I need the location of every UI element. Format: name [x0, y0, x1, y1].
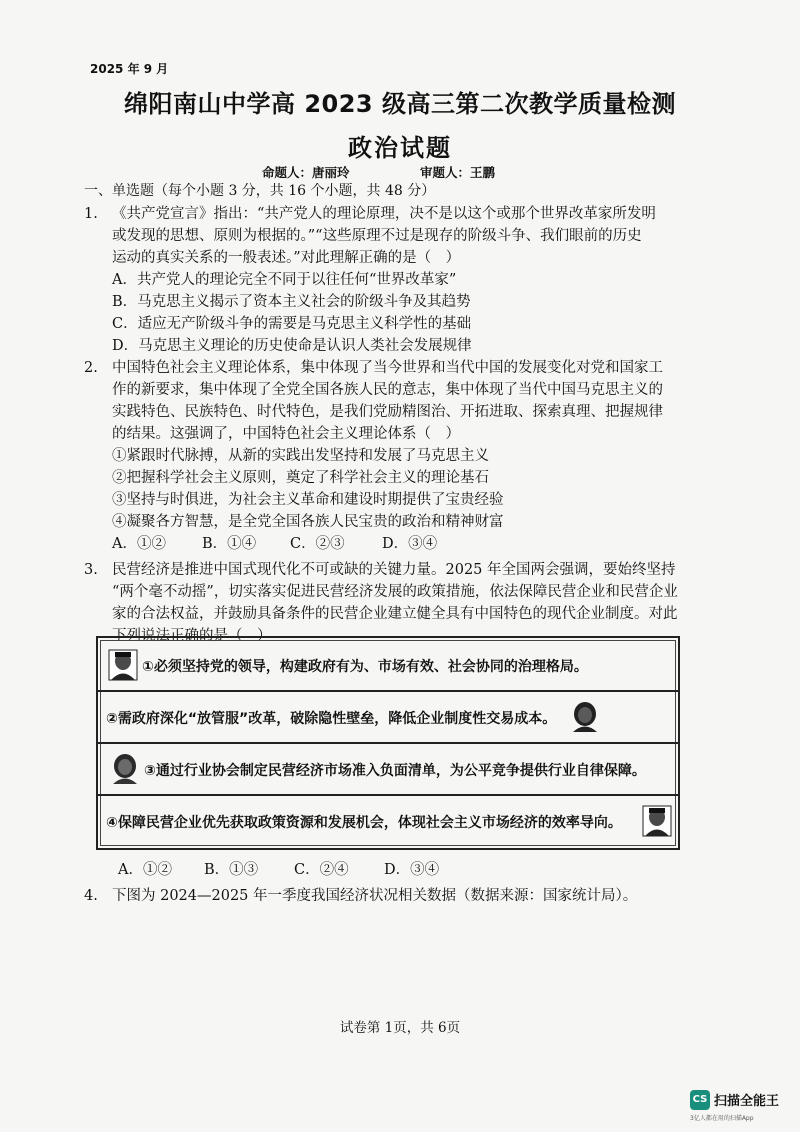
question-2-line: 中国特色社会主义理论体系，集中体现了当今世界和当代中国的发展变化对党和国家工: [112, 360, 663, 376]
question-4-text: 下图为 2024—2025 年一季度我国经济状况相关数据（数据来源：国家统计局）。: [112, 888, 638, 904]
question-3-line: 下列说法正确的是（ ）: [112, 628, 272, 644]
question-1-option-b[interactable]: B．马克思主义揭示了资本主义社会的阶级斗争及其趋势: [112, 294, 471, 310]
question-1-option-a[interactable]: A．共产党人的理论完全不同于以往任何“世界改革家”: [112, 272, 457, 288]
exam-title: 绵阳南山中学高 2023 级高三第二次教学质量检测: [123, 90, 676, 118]
section-heading: 一、单选题（每个小题 3 分，共 16 个小题，共 48 分）: [84, 183, 436, 199]
question-2-choice-d[interactable]: D．③④: [382, 536, 438, 552]
camscanner-tagline: 3亿人都在用的扫描App: [690, 1115, 754, 1122]
question-2-choice-a[interactable]: A．①②: [112, 536, 166, 552]
question-2-statement-3: ③坚持与时俱进，为社会主义革命和建设时期提供了宝贵经验: [112, 492, 504, 508]
camscanner-name: 扫描全能王: [714, 1094, 780, 1109]
question-2-choice-b[interactable]: B．①④: [202, 536, 257, 552]
statement-2-text: ②需政府深化“放管服”改革，破除隐性壁垒，降低企业制度性交易成本。: [106, 711, 557, 727]
statement-panel-2: [98, 692, 678, 742]
exam-date: 2025 年 9 月: [90, 62, 169, 76]
question-3-line: 民营经济是推进中国式现代化不可或缺的关键力量。2025 年全国两会强调，要始终坚持: [112, 562, 676, 578]
question-1-option-d[interactable]: D．马克思主义理论的历史使命是认识人类社会发展规律: [112, 338, 472, 354]
statement-panel-4: [98, 796, 678, 848]
question-2-statement-2: ②把握科学社会主义原则，奠定了科学社会主义的理论基石: [112, 470, 489, 486]
question-1-number: 1.: [84, 206, 98, 222]
question-1-line: 或发现的思想、原则为根据的。”“这些原理不过是现存的阶级斗争、我们眼前的历史: [112, 228, 642, 244]
question-3-statement-box: [96, 636, 680, 850]
statement-4-text: ④保障民营企业优先获取政策资源和发展机会，体现社会主义市场经济的效率导向。: [106, 815, 622, 831]
author: 命题人：唐丽玲: [262, 165, 350, 180]
question-3-line: “两个毫不动摇”，切实落实促进民营经济发展的政策措施，依法保障民营企业和民营企业: [112, 584, 678, 600]
question-3-choice-c[interactable]: C．②④: [294, 862, 349, 878]
question-3-line: 家的合法权益，并鼓励具备条件的民营企业建立健全具有中国特色的现代企业制度。对此: [112, 606, 678, 622]
reviewer: 审题人：王鹏: [420, 165, 496, 180]
camscanner-logo-icon: CS: [690, 1090, 710, 1110]
question-3-number: 3.: [84, 562, 98, 578]
question-2-line: 实践特色、民族特色、时代特色，是我们党励精图治、开拓进取、探索真理、把握规律: [112, 404, 663, 420]
question-1-option-c[interactable]: C．适应无产阶级斗争的需要是马克思主义科学性的基础: [112, 316, 472, 332]
question-2-statement-1: ①紧跟时代脉搏，从新的实践出发坚持和发展了马克思主义: [112, 448, 489, 464]
question-3-choice-a[interactable]: A．①②: [118, 862, 172, 878]
statement-panel-1: [98, 640, 678, 690]
subject-title: 政治试题: [348, 134, 452, 162]
page-footer: 试卷第 1页，共 6页: [339, 1020, 461, 1036]
man-avatar-icon: [642, 805, 672, 837]
question-2-line: 的结果。这强调了，中国特色社会主义理论体系（ ）: [112, 426, 460, 442]
man-avatar-icon: [108, 649, 138, 681]
statement-3-text: ③通过行业协会制定民营经济市场准入负面清单，为公平竞争提供行业自律保障。: [144, 763, 646, 779]
question-2-choice-c[interactable]: C．②③: [290, 536, 345, 552]
woman-avatar-icon: [570, 701, 600, 733]
question-1-line: 《共产党宣言》指出：“共产党人的理论原理，决不是以这个或那个世界改革家所发明: [112, 206, 656, 222]
woman-avatar-icon: [110, 753, 140, 785]
question-1-line: 运动的真实关系的一般表述。”对此理解正确的是（ ）: [112, 250, 461, 266]
question-3-choice-b[interactable]: B．①③: [204, 862, 259, 878]
question-2-number: 2.: [84, 360, 98, 376]
question-2-line: 作的新要求，集中体现了全党全国各族人民的意志，集中体现了当代中国马克思主义的: [112, 382, 663, 398]
question-3-choice-d[interactable]: D．③④: [384, 862, 440, 878]
question-2-statement-4: ④凝聚各方智慧，是全党全国各族人民宝贵的政治和精神财富: [112, 514, 504, 530]
statement-1-text: ①必须坚持党的领导，构建政府有为、市场有效、社会协同的治理格局。: [142, 659, 588, 675]
statement-panel-3: [98, 744, 678, 794]
question-4-number: 4.: [84, 888, 98, 904]
